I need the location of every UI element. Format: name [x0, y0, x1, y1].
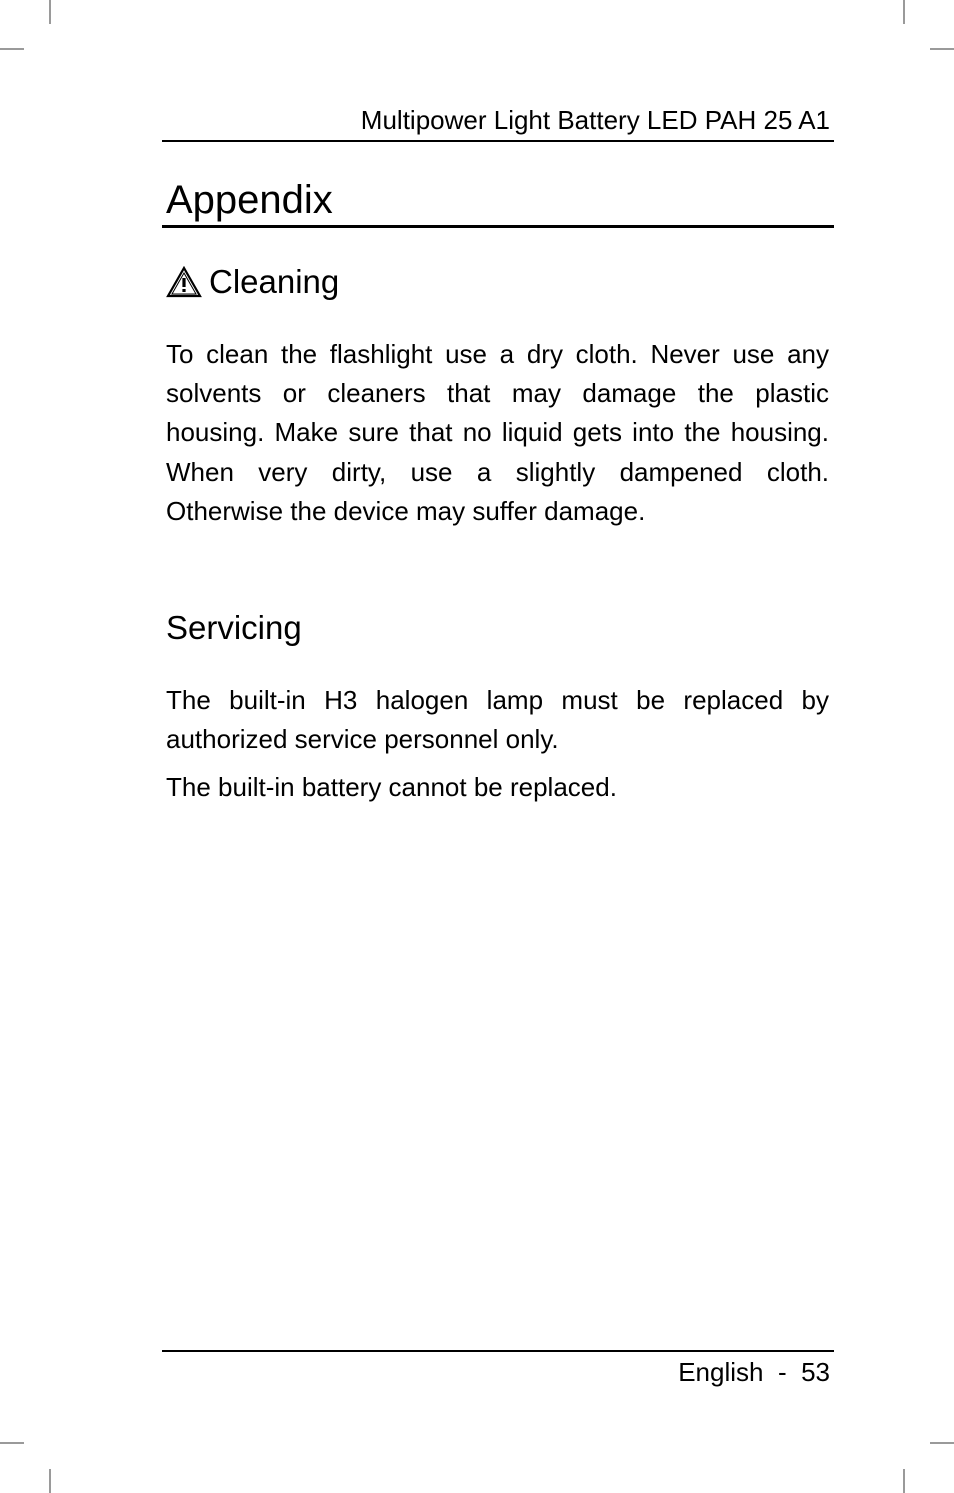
- section-heading-servicing: [166, 608, 302, 648]
- crop-mark-bottom-left-horizontal: [0, 1442, 24, 1444]
- crop-mark-top-left-horizontal: [0, 48, 24, 50]
- page-footer: [678, 1356, 830, 1388]
- servicing-paragraph-lamp: The built-in H3 halogen lamp must be replaced by authorized service personnel only.: [166, 685, 829, 755]
- section-heading-cleaning: [166, 262, 339, 302]
- servicing-paragraph-battery: The built-in battery cannot be replaced.: [166, 772, 617, 802]
- running-header-title: Multipower Light Battery LED PAH 25 A1: [360, 105, 830, 135]
- footer-page-number: 53: [801, 1357, 830, 1387]
- warning-triangle-icon: [166, 266, 202, 298]
- cleaning-paragraph: To clean the flashlight use a dry cloth. Never use any solvents or cleaners that may damage the plastic housing. Make sure that no liquid gets into the housing. When very dirty, use a slightly dampened cloth. Otherwise the device may suffer damage.: [166, 339, 829, 526]
- header-divider: [162, 140, 834, 142]
- footer-separator: -: [777, 1357, 787, 1387]
- crop-mark-bottom-right-vertical: [903, 1469, 905, 1493]
- footer-language: English: [678, 1357, 764, 1387]
- footer-divider: [162, 1350, 834, 1352]
- section-heading-label: Cleaning: [209, 263, 340, 300]
- crop-mark-top-right-horizontal: [930, 48, 954, 50]
- page-title: Appendix: [166, 178, 333, 222]
- crop-mark-bottom-left-vertical: [49, 1469, 51, 1493]
- crop-mark-bottom-right-horizontal: [930, 1442, 954, 1444]
- section-heading-label: Servicing: [166, 609, 302, 646]
- crop-mark-top-left-vertical: [49, 0, 51, 24]
- crop-mark-top-right-vertical: [903, 0, 905, 24]
- title-divider: [162, 225, 834, 228]
